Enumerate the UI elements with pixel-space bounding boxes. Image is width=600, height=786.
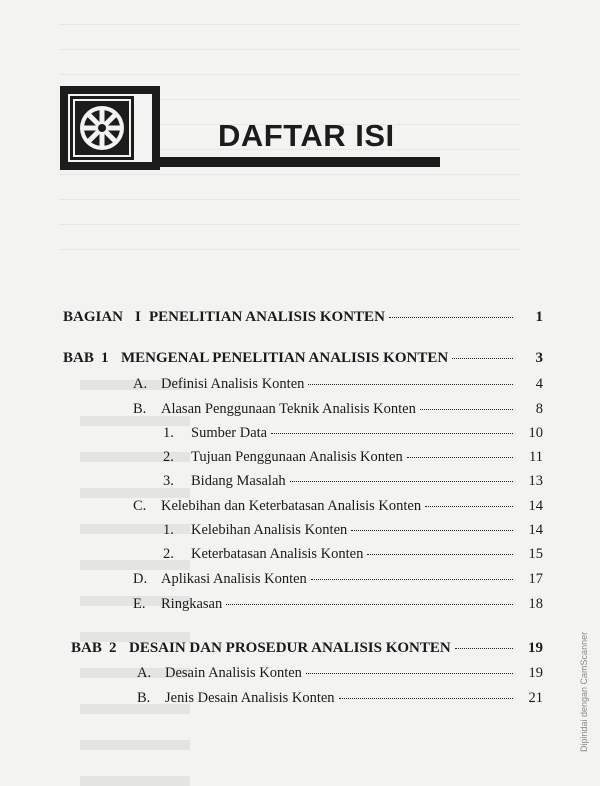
toc-page-number: 3 xyxy=(535,350,543,366)
toc-chapter-number: 2 xyxy=(109,640,117,656)
ornament-icon xyxy=(70,96,134,160)
toc-item-title: Alasan Penggunaan Teknik Analisis Konten xyxy=(161,401,416,417)
toc-leader xyxy=(339,698,513,699)
toc-item-label: 1. xyxy=(163,425,174,441)
toc-page-number: 14 xyxy=(528,522,543,538)
scanner-watermark: Dipindai dengan CamScanner xyxy=(579,631,589,752)
toc-page-number: 8 xyxy=(535,401,543,417)
toc-item-title: Ringkasan xyxy=(161,596,223,612)
toc-part-prefix: BAGIAN xyxy=(63,309,124,325)
toc-chapter-title: MENGENAL PENELITIAN ANALISIS KONTEN xyxy=(121,350,449,366)
toc-item-label: 1. xyxy=(163,522,174,538)
toc-page-number: 10 xyxy=(528,425,543,441)
toc-chapter-prefix: BAB xyxy=(71,640,102,656)
toc-item-title: Kelebihan Analisis Konten xyxy=(191,522,348,538)
toc-leader xyxy=(420,409,513,410)
toc-leader xyxy=(351,530,513,531)
toc-part-1[interactable] xyxy=(63,309,543,326)
toc-item-title: Jenis Desain Analisis Konten xyxy=(165,690,335,706)
toc-page-number: 14 xyxy=(528,498,543,514)
toc-item-title: Definisi Analisis Konten xyxy=(161,376,305,392)
toc-item-1d[interactable] xyxy=(133,571,543,588)
toc-leader xyxy=(226,604,513,605)
toc-chapter-number: 1 xyxy=(101,350,109,366)
toc-leader xyxy=(306,673,513,674)
toc-leader xyxy=(407,457,513,458)
toc-item-1c2[interactable] xyxy=(163,546,543,563)
toc-item-label: 2. xyxy=(163,449,174,465)
toc-item-2a[interactable] xyxy=(137,665,543,682)
toc-item-1b1[interactable] xyxy=(163,425,543,442)
toc-item-2b[interactable] xyxy=(137,690,543,707)
toc-item-label: B. xyxy=(137,690,151,706)
toc-leader xyxy=(271,433,513,434)
toc-item-label: D. xyxy=(133,571,148,587)
toc-chapter-1[interactable] xyxy=(63,350,543,367)
toc-item-label: C. xyxy=(133,498,147,514)
toc-item-1b3[interactable] xyxy=(163,473,543,490)
toc-item-title: Kelebihan dan Keterbatasan Analisis Konten xyxy=(161,498,422,514)
page-title: DAFTAR ISI xyxy=(218,118,395,153)
toc-leader xyxy=(367,554,513,555)
toc-leader xyxy=(455,648,513,649)
toc-page-number: 15 xyxy=(528,546,543,562)
toc-item-title: Desain Analisis Konten xyxy=(165,665,302,681)
toc-chapter-prefix: BAB xyxy=(63,350,94,366)
toc-item-1b[interactable] xyxy=(133,401,543,418)
toc-item-label: A. xyxy=(133,376,148,392)
toc-item-label: 2. xyxy=(163,546,174,562)
header-underline xyxy=(160,157,440,167)
toc-page-number: 11 xyxy=(529,449,543,465)
toc-item-1a[interactable] xyxy=(133,376,543,393)
toc-page-number: 19 xyxy=(528,665,543,681)
toc-item-title: Bidang Masalah xyxy=(191,473,286,489)
toc-item-label: A. xyxy=(137,665,152,681)
toc-item-title: Sumber Data xyxy=(191,425,268,441)
toc-item-label: E. xyxy=(133,596,146,612)
toc-item-title: Tujuan Penggunaan Analisis Konten xyxy=(191,449,403,465)
toc-part-number: I xyxy=(135,309,141,325)
toc-page-number: 13 xyxy=(528,473,543,489)
toc-item-1b2[interactable] xyxy=(163,449,543,466)
toc-page-number: 19 xyxy=(528,640,543,656)
toc-chapter-title: DESAIN DAN PROSEDUR ANALISIS KONTEN xyxy=(129,640,451,656)
toc-leader xyxy=(452,358,513,359)
toc-page-number: 18 xyxy=(528,596,543,612)
toc-item-1c[interactable] xyxy=(133,498,543,515)
toc-leader xyxy=(290,481,513,482)
toc-page-number: 4 xyxy=(535,376,543,392)
toc-page-number: 1 xyxy=(535,309,543,325)
toc-item-title: Aplikasi Analisis Konten xyxy=(161,571,307,587)
toc-item-label: 3. xyxy=(163,473,174,489)
toc-leader xyxy=(425,506,513,507)
toc-item-label: B. xyxy=(133,401,147,417)
toc-item-1e[interactable] xyxy=(133,596,543,613)
toc-leader xyxy=(308,384,513,385)
toc-leader xyxy=(311,579,513,580)
toc-page-number: 17 xyxy=(528,571,543,587)
toc-item-1c1[interactable] xyxy=(163,522,543,539)
toc-leader xyxy=(389,317,513,318)
toc-chapter-2[interactable] xyxy=(71,640,543,657)
toc-part-title: PENELITIAN ANALISIS KONTEN xyxy=(149,309,385,325)
toc-page-number: 21 xyxy=(528,690,543,706)
toc-item-title: Keterbatasan Analisis Konten xyxy=(191,546,364,562)
